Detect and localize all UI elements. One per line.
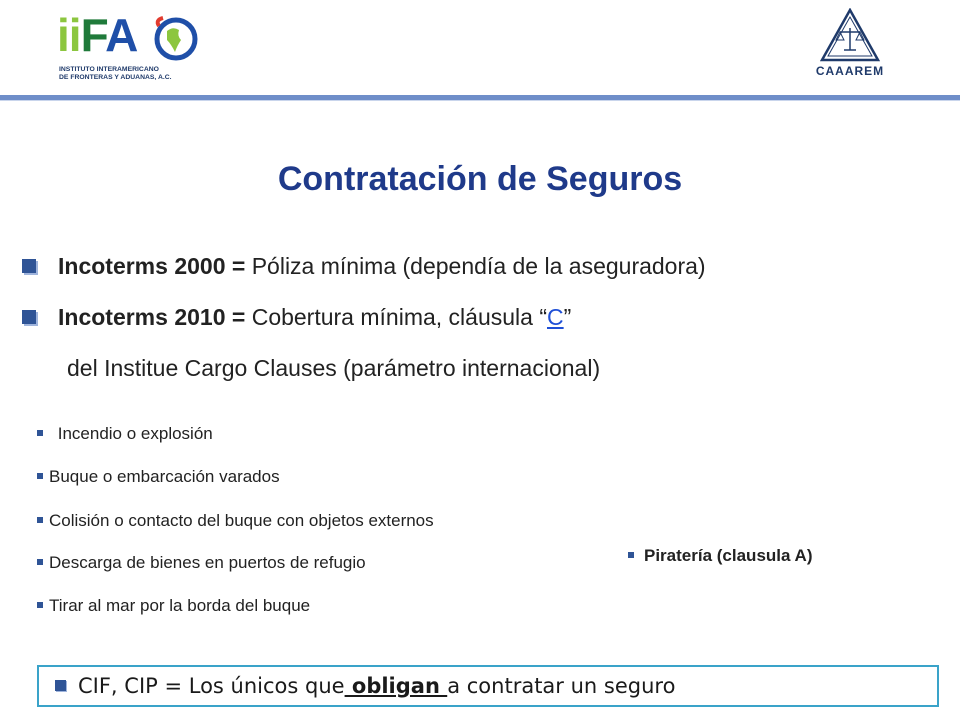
sub-bullet-collision xyxy=(37,511,434,531)
bullet-icon xyxy=(37,473,43,479)
bullet-icon xyxy=(37,559,43,565)
clause-c-link[interactable]: C xyxy=(547,304,564,330)
sub-bullet-label: Colisión o contacto del buque con objetos externos xyxy=(49,511,434,530)
point-text: Cobertura mínima, cláusula “ xyxy=(245,304,547,330)
caaarem-logo xyxy=(800,8,900,84)
bullet-icon xyxy=(37,602,43,608)
header-divider-shadow xyxy=(0,100,960,101)
sub-bullet-label: Descarga de bienes en puertos de refugio xyxy=(49,553,366,572)
iifa-line1: INSTITUTO INTERAMERICANO xyxy=(59,66,159,73)
point-tail: ” xyxy=(563,304,572,330)
point-bold: Incoterms 2010 = xyxy=(58,304,246,330)
point-continuation: del Institue Cargo Clauses (parámetro internacional) xyxy=(67,355,601,381)
point-incoterms-2010 xyxy=(22,304,571,331)
sub-bullet-jettison xyxy=(37,596,310,616)
square-bullet-icon xyxy=(55,680,66,691)
square-bullet-icon xyxy=(22,259,36,273)
slide-title: Contratación de Seguros xyxy=(277,160,683,198)
square-bullet-icon xyxy=(22,310,36,324)
point-text: Póliza mínima (dependía de la aseguradora) xyxy=(245,253,706,279)
caaarem-name: CAAAREM xyxy=(815,64,885,78)
sub-bullet-label: Incendio o explosión xyxy=(57,424,213,443)
scales-of-justice-icon xyxy=(820,8,880,62)
sub-bullet-fire xyxy=(37,424,213,444)
footer-callout xyxy=(55,674,675,698)
bullet-icon xyxy=(37,517,43,523)
side-bullet-label: Piratería (clausula A) xyxy=(644,546,813,565)
sub-bullet-refuge xyxy=(37,553,366,573)
point-incoterms-2000 xyxy=(22,253,706,280)
footer-after: a contratar un seguro xyxy=(447,674,676,698)
iifa-line2: DE FRONTERAS Y ADUANAS, A.C. xyxy=(59,74,172,81)
sub-bullet-stranded xyxy=(37,467,280,487)
bullet-icon xyxy=(628,552,634,558)
side-bullet-piracy xyxy=(628,546,813,566)
bullet-icon xyxy=(37,430,43,436)
footer-emphasis: obligan xyxy=(344,674,448,698)
iifa-logo xyxy=(55,9,215,84)
sub-bullet-label: Tirar al mar por la borda del buque xyxy=(49,596,311,615)
footer-before: CIF, CIP = Los únicos que xyxy=(78,674,345,698)
globe-icon xyxy=(153,16,199,62)
sub-bullet-label: Buque o embarcación varados xyxy=(49,467,280,486)
iifa-wordmark: iiFA xyxy=(57,9,138,61)
point-bold: Incoterms 2000 = xyxy=(58,253,246,279)
